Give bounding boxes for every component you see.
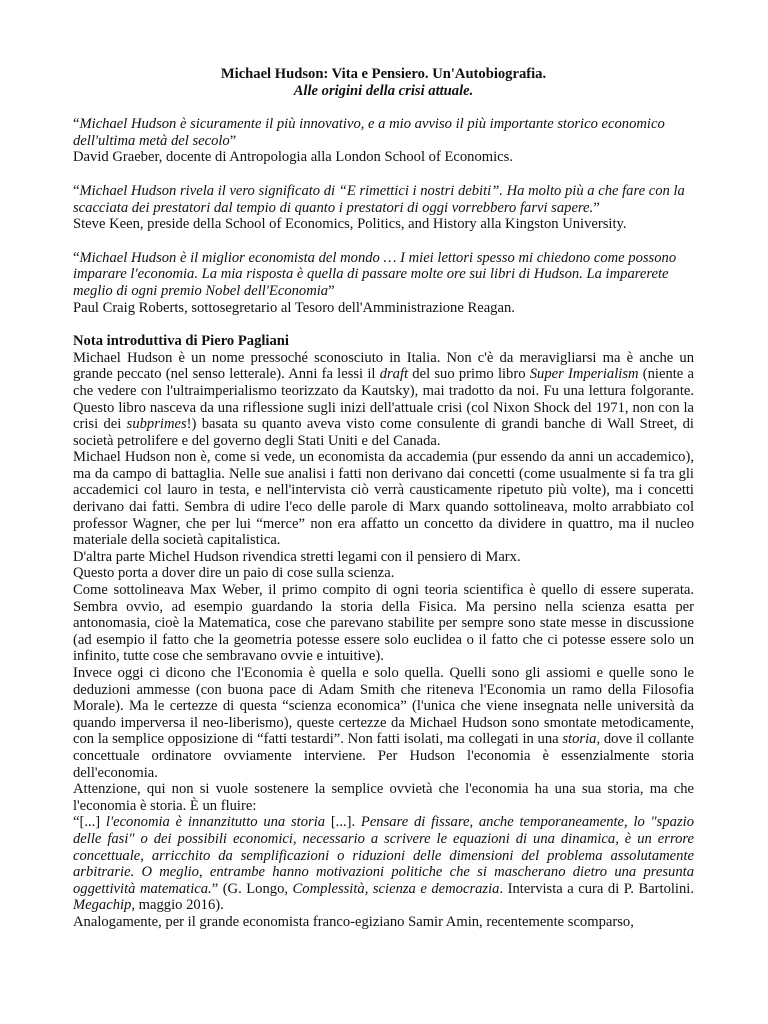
paragraph-4: Questo porta a dover dire un paio di cose sulla scienza.: [73, 565, 395, 582]
quote-attribution: David Graeber, docente di Antropologia alla London School of Economics.: [73, 149, 513, 166]
p1-text-g: !) basata su quanto aveva visto come consulente di grandi banche di Wall Street, di società petrolifere e del governo degli Stati Uniti e del Canada.: [73, 416, 694, 449]
p1-text-c: del suo primo libro: [408, 366, 530, 383]
quote-body-b: “E rimettici i nostri debiti”. Ha molto più a che fare con la scacciata dei prestatori dal tempio di quanto i prestatori di oggi vorrebbero farvi sapere.: [73, 182, 685, 216]
document-title: Michael Hudson: Vita e Pensiero. Un'Autobiografia.: [220, 66, 547, 82]
p8-citation-title: Complessità, scienza e democrazia: [292, 880, 500, 897]
p1-draft: draft: [379, 366, 409, 383]
document-page: [73, 66, 694, 931]
p8-text-i: , maggio 2016).: [131, 897, 224, 914]
p8-text-d: Pensare di fissare, anche temporaneamente, lo "spazio delle fasi" o dei possibili economici, necessario a scrivere le equazioni di una dinamica, è un errore concettuale, arricchito da semplificazioni o riduzioni delle dimensioni del problema assolutamente arbitrarie. O meglio, entrambe hanno motivazioni politiche che si mascherano dietro una presunta oggettività matematica.: [73, 814, 694, 897]
paragraph-8-quote: [73, 814, 694, 914]
title-block: [73, 66, 694, 99]
paragraph-2: Michael Hudson non è, come si vede, un economista da accademia (pur essendo da anni un accademico), ma da campo di battaglia. Nelle sue analisi i fatti non derivano dai concetti (come usualmente si fa tra gli accademici col lauro in testa, e nell'intervista ciò verrà causticamente ripetuto più volte), ma i concetti derivano dai fatti. Sembra di udire l'eco delle parole di Marx quando sottolineava, molto arrabbiato col professor Wagner, che per lui “merce” non era affatto un concetto da dividere in quattro, ma il nucleo materiale della società capitalistica.: [73, 449, 694, 549]
quote-graeber: [73, 116, 694, 166]
p6-storia: storia: [562, 731, 597, 748]
quote-text: “Michael Hudson è sicuramente il più innovativo, e a mio avviso il più importante storico economico dell'ultima metà del secolo”: [73, 116, 665, 149]
quote-body: Michael Hudson è il miglior economista del mondo … I miei lettori spesso mi chiedono come possono imparare l'economia. La mia risposta è quella di passare molte ore sui libri di Hudson. La imparerete meglio di ogni premio Nobel dell'Economia: [73, 249, 677, 299]
section-title: Nota introduttiva di Piero Pagliani: [73, 333, 289, 350]
quote-keen: [73, 183, 694, 233]
paragraph-6: [73, 665, 694, 781]
quote-text: “Michael Hudson è il miglior economista del mondo … I miei lettori spesso mi chiedono come possono imparare l'economia. La mia risposta è quella di passare molte ore sui libri di Hudson. La imparerete meglio di ogni premio Nobel dell'Economia”: [73, 249, 677, 299]
paragraph-9: Analogamente, per il grande economista franco-egiziano Samir Amin, recentemente scomparso,: [73, 913, 634, 930]
p8-text-c: [...].: [325, 814, 361, 831]
p8-text-e: ” (G. Longo,: [211, 880, 293, 897]
p8-text-a: “[...]: [73, 814, 106, 831]
p6-text-c: , dove il collante concettuale ordinatore ovviamente interviene. Per Hudson l'economia è essenzialmente storia dell'economia.: [73, 731, 695, 781]
quote-text: “Michael Hudson rivela il vero significato di “E rimettici i nostri debiti”. Ha molto più a che fare con la scacciata dei prestatori dal tempio di quanto i prestatori di oggi vorrebbero farvi sapere.”: [73, 182, 685, 216]
p1-book-title: Super Imperialism: [529, 366, 639, 383]
p6-text-a: Invece oggi ci dicono che l'Economia è quella e solo quella. Quelli sono gli assiomi e quelle sono le deduzioni ammesse (con buona pace di Adam Smith che riteneva l'Economia un ramo della Filosofia Morale). Ma le certezze di questa “scienza economica” (l'unica che viene insegnata nelle università da quando imperversa il neo-liberismo), queste certezze da Michael Hudson sono smontate metodicamente, con la semplice opposizione di “fatti testardi”. Non fatti isolati, ma collegati in una: [73, 665, 694, 748]
subtitle-text: Alle origini della crisi attuale: [293, 82, 470, 99]
paragraph-3: D'altra parte Michel Hudson rivendica stretti legami con il pensiero di Marx.: [73, 548, 521, 565]
paragraph-7: Attenzione, qui non si vuole sostenere la semplice ovvietà che l'economia ha una sua storia, ma che l'economia è storia. È un fluire:: [73, 781, 694, 814]
quote-body-a: Michael Hudson rivela il vero significato di: [79, 182, 339, 199]
p8-text-b: l'economia è innanzitutto una storia: [105, 814, 326, 831]
quote-attribution: Paul Craig Roberts, sottosegretario al Tesoro dell'Amministrazione Reagan.: [73, 299, 515, 316]
subtitle-period: .: [469, 82, 474, 99]
paragraph-5: Come sottolineava Max Weber, il primo compito di ogni teoria scientifica è quello di essere superata. Sembra ovvio, ad esempio guardando la storia della Fisica. Ma persino nella scienza esatta per antonomasia, cioè la Matematica, cose che parevano stabilite per sempre sono state messe in discussione (ad esempio il fatto che la geometria potesse essere solo euclidea o il fatto che ci potesse essere solo un infinito, tutte cose che sembravano ovvie e intuitive).: [73, 582, 694, 665]
p1-subprimes: subprimes: [126, 416, 187, 433]
paragraph-1: [73, 350, 694, 450]
quote-attribution: Steve Keen, preside della School of Economics, Politics, and History alla Kingston University.: [73, 216, 627, 233]
p1-text-a: Michael Hudson è un nome pressoché sconosciuto in Italia. Non c'è da meravigliarsi ma è anche un grande peccato (nel senso letterale). Anni fa lessi il: [73, 349, 694, 383]
quote-body: Michael Hudson è sicuramente il più innovativo, e a mio avviso il più importante storico economico dell'ultima metà del secolo: [73, 116, 665, 149]
p1-text-e: (niente a che vedere con l'ultraimperialismo teorizzato da Kautsky), mai tradotto da noi. Fu una lettura folgorante. Questo libro nasceva da una riflessione sugli inizi dell'attuale crisi (col Nixon Shock del 1971, non con la crisi dei: [73, 366, 694, 433]
p8-megachip: Megachip: [73, 897, 132, 914]
document-subtitle: [73, 83, 694, 100]
p8-text-g: . Intervista a cura di P. Bartolini.: [499, 880, 694, 897]
quote-roberts: [73, 250, 694, 316]
